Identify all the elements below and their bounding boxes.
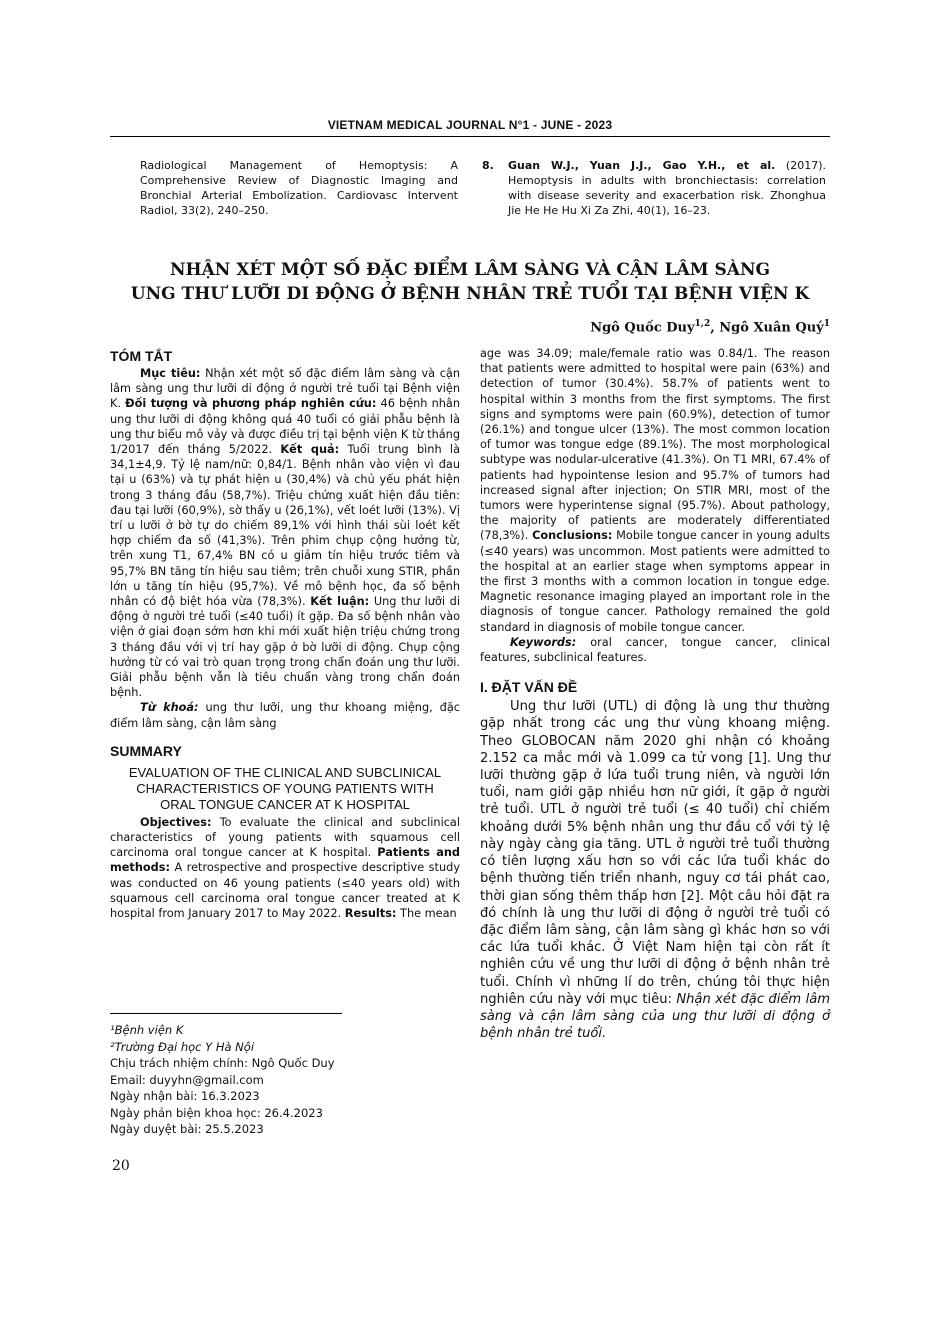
section-1-text: Ung thư lưỡi (UTL) di động là ung thư thường gặp nhất trong các ung thư vùng khoang miệng. Theo GLOBOCAN năm 2020 ghi nhận có khoảng 2.152 ca mắc mới và 1.099 ca tử vong [1]. Ung thư lưỡi thường gặp ở lứa tuổi trung niên, và người lớn tuổi, nam giới gặp nhiều hơn nữ giới, ít gặp ở người trẻ tuổi. UTL ở người trẻ tuổi (≤ 40 tuổi) chỉ chiếm khoảng dưới 5% bệnh nhân ung thư đầu cổ với tỷ lệ này ngày càng gia tăng. UTL ở người trẻ tuổi thường có tiên lượng xấu hơn so với các lứa tuổi khác do bệnh thường tiến triển nhanh, nguy cơ tái phát cao, thời gian sống thêm thấp hơn [2]. Một câu hỏi đặt ra đó chính là ung thư lưỡi di động ở người trẻ tuổi có đặc điểm lâm sàng, cận lâm sàng gì khác hơn so với các lứa tuổi khác. Ở Việt Nam hiện tại còn rất ít nghiên cứu về ung thư lưỡi di động ở bệnh nhân trẻ tuổi. Chính vì những lí do trên, chúng tôi thực hiện nghiên cứu này với mục tiêu: bbox=[480, 699, 830, 1007]
author-1: Ngô Quốc Duy bbox=[590, 320, 695, 336]
abstract-vi-heading: TÓM TẮT bbox=[110, 348, 173, 364]
reference-number: 8. bbox=[482, 159, 494, 172]
abstract-vi-body bbox=[110, 366, 460, 700]
section-1-objective: Nhận xét đặc điểm lâm sàng và cận lâm sàng của ung thư lưỡi di động ở bệnh nhân trẻ tuổi. bbox=[480, 991, 830, 1042]
date-reviewed: Ngày phản biện khoa học: 26.4.2023 bbox=[110, 1105, 323, 1120]
corresponding-author: Chịu trách nhiệm chính: Ngô Quốc Duy bbox=[110, 1056, 335, 1070]
section-1-heading: I. ĐẶT VẤN ĐỀ bbox=[480, 679, 578, 696]
keywords-en bbox=[480, 635, 830, 665]
methods-text: 46 bệnh nhân ung thư lưỡi di động không quá 40 tuổi có giải phẫu bệnh là ung thư biểu mô vảy và được điều trị tại bệnh viện K từ tháng 1/2017 đến tháng 5/2022. bbox=[110, 397, 460, 457]
title-line-2: UNG THƯ LƯỠI DI ĐỘNG Ở BỆNH NHÂN TRẺ TUỔI TẠI BỆNH VIỆN K bbox=[130, 284, 810, 304]
author-1-affiliation: 1,2 bbox=[694, 319, 711, 329]
header-divider bbox=[110, 136, 830, 137]
section-1-body bbox=[480, 698, 830, 1042]
email: Email: duyyhn@gmail.com bbox=[110, 1072, 264, 1087]
keywords-en-text: oral cancer, tongue cancer, clinical features, subclinical features. bbox=[480, 635, 830, 665]
journal-header: VIETNAM MEDICAL JOURNAL N°1 - JUNE - 2023 bbox=[327, 118, 613, 132]
keywords-vi-label: Từ khoá: bbox=[140, 701, 199, 715]
patients-methods-text: A retrospective and prospective descriptive study was conducted on 46 young patients (≤40 years old) with squamous cell carcinoma oral tongue cancer treated at K hospital from January 2017 to May 2022. bbox=[110, 861, 460, 921]
date-received: Ngày nhận bài: 16.3.2023 bbox=[110, 1089, 260, 1103]
patients-methods-label: Patients and methods: bbox=[110, 846, 460, 875]
results-en-label: Results: bbox=[344, 907, 397, 921]
reference-authors: Guan W.J., Yuan J.J., Gao Y.H., et al. bbox=[508, 159, 776, 172]
results-label: Kết quả: bbox=[280, 443, 340, 457]
keywords-vi-text: ung thư lưỡi, ung thư khoang miệng, đặc điểm lâm sàng, cận lâm sàng bbox=[110, 701, 460, 730]
objective-text: Nhận xét một số đặc điểm lâm sàng và cận lâm sàng ung thư lưỡi di động ở người trẻ tuổi tại Bệnh viện K. bbox=[110, 367, 460, 411]
reference-body bbox=[508, 158, 826, 218]
conclusion-label: Kết luận: bbox=[310, 595, 370, 609]
author-line bbox=[440, 319, 830, 335]
methods-label: Đối tượng và phương pháp nghiên cứu: bbox=[125, 397, 377, 411]
results-en-text-start: The mean bbox=[396, 907, 457, 921]
reference-continuation: Radiological Management of Hemoptysis: A Comprehensive Review of Diagnostic Imaging and Bronchial Arterial Embolization. Cardiovasc Intervent Radiol, 33(2), 240–250. bbox=[140, 159, 458, 217]
reference-item-8 bbox=[482, 158, 828, 218]
summary-body-left bbox=[110, 815, 460, 921]
left-column bbox=[110, 348, 460, 921]
summary-body-right bbox=[480, 346, 830, 635]
right-column bbox=[480, 346, 830, 1042]
article-title bbox=[110, 258, 830, 306]
affiliation-2: ²Trường Đại học Y Hà Nội bbox=[110, 1039, 255, 1054]
keywords-en-label: Keywords: bbox=[510, 635, 577, 649]
date-accepted: Ngày duyệt bài: 25.5.2023 bbox=[110, 1122, 264, 1136]
author-separator: , bbox=[710, 320, 720, 336]
conclusions-label: Conclusions: bbox=[532, 529, 613, 543]
affiliation-1: ¹Bệnh viện K bbox=[110, 1023, 184, 1037]
conclusion-text: Ung thư lưỡi di động ở người trẻ tuổi (≤40 tuổi) ít gặp. Đa số bệnh nhân vào viện ở giai đoạn sớm hơn khi mới xuất hiện triệu chứng trong 3 tháng đầu với vị trí hay gặp ở bờ lưỡi di động. Chụp cộng hưởng từ có vai trò quan trọng trong chẩn đoán ung thư lưỡi. Giải phẫu bệnh vẫn là tiêu chuẩn vàng trong chẩn đoán bệnh. bbox=[110, 595, 460, 700]
results-en-text-cont: age was 34.09; male/female ratio was 0.84/1. The reason that patients were admitted to hospital were pain (63%) and detection of tumor (30.4%). 58.7% of patients went to hospital within 3 months from the first symptoms. The first signs and symptoms were pain (60.9%), detection of tumor (26.1%) and tongue ulcer (13%). The most common location of tumor was tongue edge (89.1%). The most morphological subtype was nodular-ulcerative (41.3%). On T1 MRI, 67.4% of patients had hypointense lesion and 95.7% of tumors had increased signal after injection; On STIR MRI, most of the tumors were hyperintense signal (95.7%). About pathology, the majority of patients are moderately differentiated (78,3%). bbox=[480, 347, 830, 543]
footnotes bbox=[110, 1022, 460, 1138]
page-number: 20 bbox=[112, 1158, 130, 1174]
objective-label: Mục tiêu: bbox=[140, 367, 201, 380]
results-text: Tuổi trung bình là 34,1±4,9. Tỷ lệ nam/nữ: 0,84/1. Bệnh nhân vào viện vì đau tại u (63%) và tự phát hiện u (30,4%) và chủ yếu phát hiện trong 3 tháng đầu (58,7%). Triệu chứng xuất hiện đầu tiên: đau tại lưỡi (60,9%), sờ thấy u (26,1%), vết loét lưỡi (13%). Vị trí u lưỡi ở bờ tự do chiếm 89,1% với hình thái sùi loét kết hợp chiếm đa số (41,3%). Trên phim chụp cộng hưởng từ, trên xung T1, 67,4% BN có u giảm tín hiệu trước tiêm và 95,7% BN tăng tín hiệu sau tiêm; trên chuỗi xung STIR, phần lớn u tăng tín hiệu (95,7%). Về mô bệnh học, đa số bệnh nhân có độ biệt hóa vừa (78,3%). bbox=[110, 443, 460, 609]
objectives-text: To evaluate the clinical and subclinical characteristics of young patients with squamous cell carcinoma oral tongue cancer at K hospital. bbox=[110, 815, 460, 860]
conclusions-text: Mobile tongue cancer in young adults (≤40 years) was uncommon. Most patients were admitted to the hospital at an earlier stage when symptoms appear in the first 3 months with a common location in tongue edge. Magnetic resonance imaging played an important role in the diagnosis of tongue cancer. Pathology remained the gold standard in diagnosis of mobile tongue cancer. bbox=[480, 529, 831, 634]
summary-title: EVALUATION OF THE CLINICAL AND SUBCLINICAL CHARACTERISTICS OF YOUNG PATIENTS WITH ORAL TONGUE CANCER AT K HOSPITAL bbox=[128, 764, 442, 812]
footnote-divider bbox=[110, 1013, 342, 1014]
reference-details: (2017). Hemoptysis in adults with bronchiectasis: correlation with disease severity and exacerbation risk. Zhonghua Jie He He Hu Xi Za Zhi, 40(1), 16–23. bbox=[508, 159, 826, 217]
author-2-affiliation: 1 bbox=[823, 319, 830, 329]
objectives-label: Objectives: bbox=[140, 815, 212, 829]
summary-heading: SUMMARY bbox=[110, 742, 182, 759]
author-2: Ngô Xuân Quý bbox=[719, 320, 824, 336]
keywords-vi bbox=[110, 700, 460, 730]
title-line-1: NHẬN XÉT MỘT SỐ ĐẶC ĐIỂM LÂM SÀNG VÀ CẬN LÂM SÀNG bbox=[169, 260, 771, 280]
